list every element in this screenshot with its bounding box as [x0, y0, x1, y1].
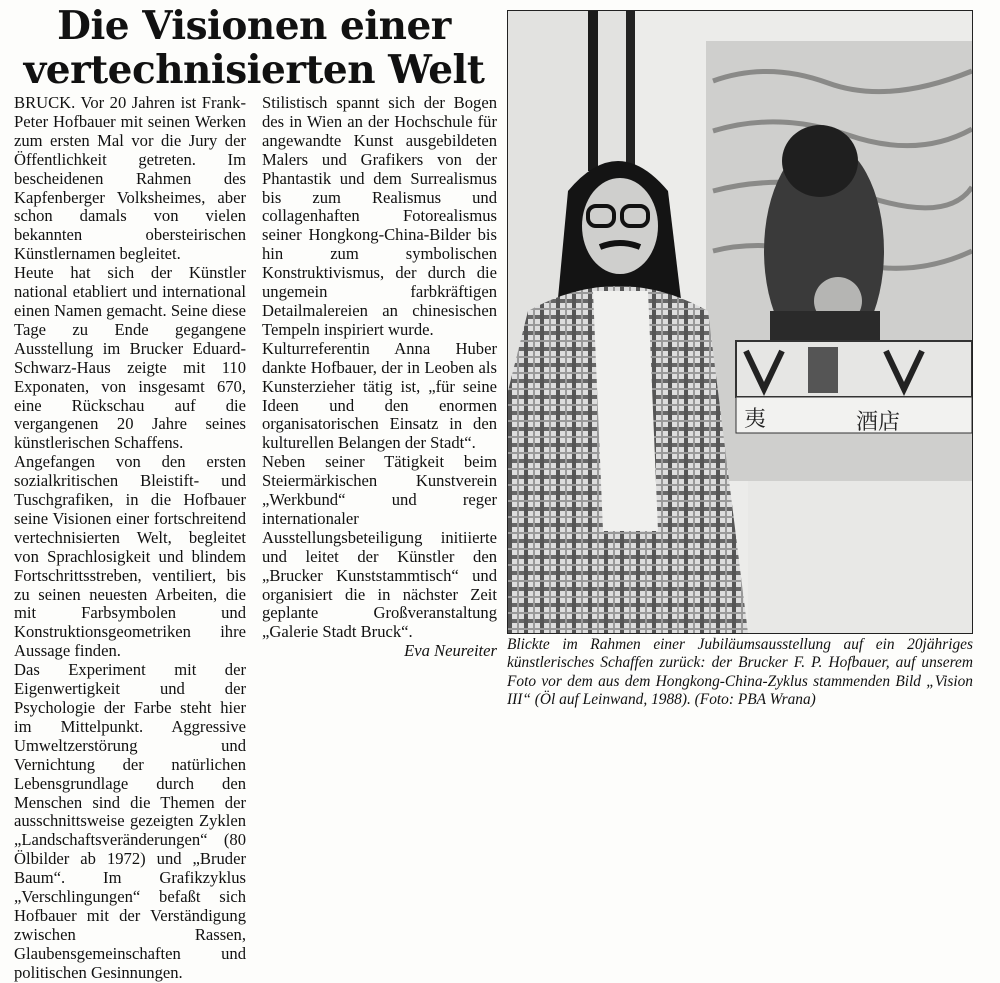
headline	[14, 4, 494, 92]
paragraph-1: BRUCK. Vor 20 Jahren ist Frank-Peter Hofbauer mit seinen Werken zum ersten Mal vor die Jury der Öffentlichkeit getreten. Im bescheidenen Rahmen des Kapfenberger Volksheimes, aber schon damals von vielen bekannten obersteirischen Künstlernamen begleitet.	[14, 93, 246, 264]
paragraph-4: Das Experiment mit der Eigenwertigkeit und der Psychologie der Farbe steht hier im Mittelpunkt. Aggressive Umweltzerstörung und Vernichtung der natürlichen Lebensgrundlage durch den Menschen sind die Themen der ausschnittsweise gezeigten Zyklen „Landschaftsveränderungen“ (80 Ölbilder ab 1972) und „Bruder Baum“. Im Grafikzyklus „Verschlingungen“ befaßt sich Hofbauer mit der Verständigung zwischen Rassen, Glaubensgemeinschaften und politischen Gesinnungen.	[14, 660, 246, 982]
article-column-1	[14, 94, 246, 983]
painting-letters	[736, 341, 972, 433]
paragraph-7: Neben seiner Tätigkeit beim Steiermärkischen Kunstverein „Werkbund“ und reger internationaler Ausstellungsbeteiligung initiierte und leitet der Künstler den „Brucker Kunststammtisch“ und organisiert die in nächster Zeit geplante Großveranstaltung „Galerie Stadt Bruck“.	[262, 452, 497, 642]
paragraph-5: Stilistisch spannt sich der Bogen des in Wien an der Hochschule für angewandte Kunst ausgebildeten Malers und Grafikers von der Phantastik und dem Surrealismus bis zum Realismus und collagenhaften Fotorealismus seiner Hongkong-China-Bilder bis hin zum symbolischen Konstruktivismus, der durch die ungemein farbkräftigen Detailmalereien an chinesischen Tempeln inspiriert wurde.	[262, 93, 497, 339]
paragraph-2: Heute hat sich der Künstler national etabliert und international einen Namen gemacht. Seine diese Tage zu Ende gegangene Ausstellung im Brucker Eduard-Schwarz-Haus zeigte mit 110 Exponaten, von insgesamt 670, eine Rückschau auf die vergangenen 20 Jahre seines künstlerischen Schaffens.	[14, 263, 246, 453]
paragraph-6: Kulturreferentin Anna Huber dankte Hofbauer, der in Leoben als Kunsterzieher tätig ist, „für seine Ideen und den enormen organisatorischen Einsatz in den kulturellen Belangen der Stadt“.	[262, 338, 497, 453]
article-photo	[507, 10, 973, 634]
photo-caption	[507, 636, 973, 709]
photo-caption-text: Blickte im Rahmen einer Jubiläumsausstellung auf ein 20jähriges künstlerisches Schaffen zurück: der Brucker F. P. Hofbauer, auf unserem Foto vor dem aus dem Hongkong-China-Zyklus stammenden Bild „Vision III“ (Öl auf Leinwand, 1988). (Foto: PBA Wrana)	[507, 636, 973, 708]
headline-line-1: Die Visionen einer	[57, 3, 451, 49]
author-byline: Eva Neureiter	[404, 641, 497, 661]
painting-sign-2: 酒店	[856, 410, 901, 435]
floor	[748, 481, 972, 633]
painting-sign-1: 夷	[744, 407, 767, 432]
paragraph-3: Angefangen von den ersten sozialkritischen Bleistift- und Tuschgrafiken, in die Hofbauer seine Visionen einer fortschreitend vertechnisierten Welt, begleitet von Sprachlosigkeit und blindem Fortschrittsstreben, ventiliert, bis zu seinen neuesten Arbeiten, die mit Farbsymbolen und Konstruktionsgeometriken ihre Aussage finden.	[14, 452, 246, 661]
pipe-left	[588, 11, 598, 171]
headline-line-2: vertechnisierten Welt	[23, 47, 485, 93]
photo-illustration	[508, 11, 972, 633]
pipe-right	[626, 11, 635, 181]
article-column-2	[262, 94, 497, 661]
shirt	[593, 291, 658, 531]
